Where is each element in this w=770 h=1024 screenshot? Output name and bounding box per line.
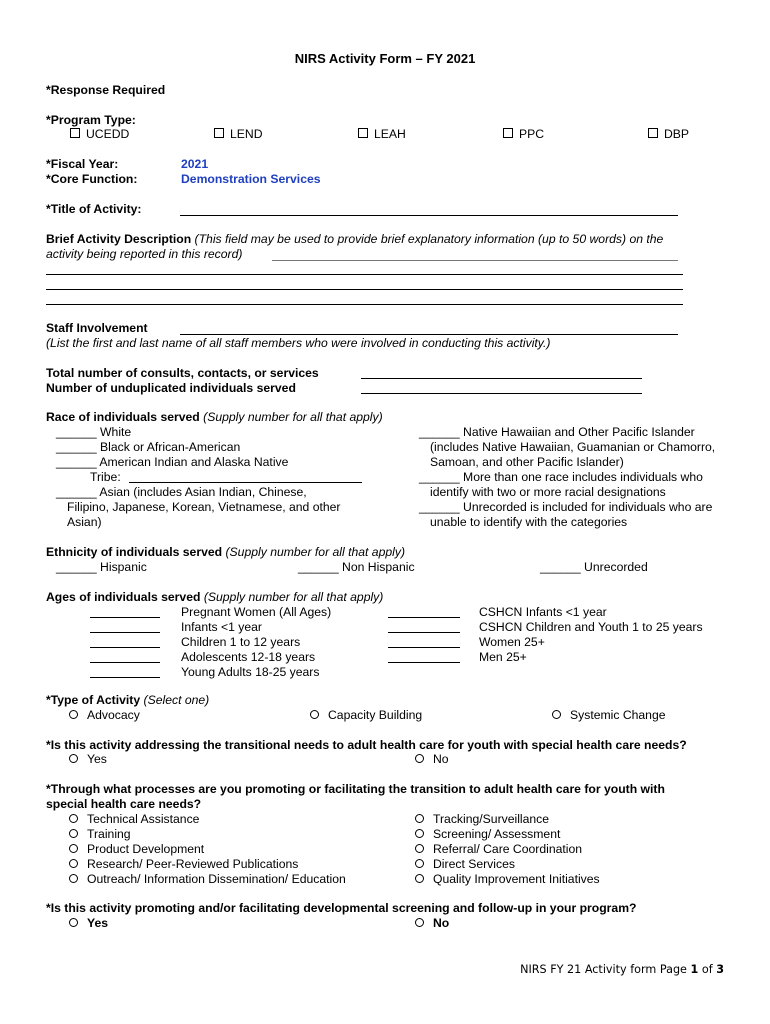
brief-description-hint: activity being reported in this record) — [46, 247, 243, 261]
core-function-value[interactable]: Demonstration Services — [181, 172, 321, 186]
transition-no[interactable]: No — [415, 753, 449, 765]
staff-involvement-hint: (List the first and last name of all staff members who were involved in conducting this activity.) — [46, 336, 551, 350]
radio-icon — [69, 918, 78, 927]
program-type-lend[interactable]: LEND — [214, 128, 263, 140]
ethnicity-hispanic[interactable]: ______ Hispanic — [56, 560, 147, 574]
race-asian-detail: Asian) — [67, 515, 102, 529]
radio-icon — [415, 859, 424, 868]
unduplicated-individuals-label: Number of unduplicated individuals served — [46, 381, 296, 395]
tribe-field[interactable] — [129, 482, 362, 483]
age-label: Young Adults 18-25 years — [181, 665, 320, 679]
age-count-field[interactable] — [90, 632, 160, 633]
age-count-field[interactable] — [90, 617, 160, 618]
brief-description-field-line[interactable] — [272, 260, 678, 261]
ages-heading: Ages of individuals served (Supply number for all that apply) — [46, 590, 384, 604]
radio-icon — [552, 710, 561, 719]
program-type-ucedd[interactable]: UCEDD — [70, 128, 129, 140]
radio-icon — [415, 918, 424, 927]
page-title: NIRS Activity Form – FY 2021 — [294, 51, 476, 66]
race-multiple[interactable]: ______ More than one race includes individuals who — [419, 470, 703, 484]
ethnicity-heading: Ethnicity of individuals served (Supply number for all that apply) — [46, 545, 406, 559]
title-of-activity-label: *Title of Activity: — [46, 202, 142, 216]
brief-description-field-line[interactable] — [46, 274, 683, 275]
process-option[interactable]: Screening/ Assessment — [415, 828, 560, 840]
transition-question: *Is this activity addressing the transitional needs to adult health care for youth with special health care needs? — [46, 738, 687, 752]
age-count-field[interactable] — [388, 632, 460, 633]
brief-description-label-line: Brief Activity Description (This field may be used to provide brief explanatory information (up to 50 words) on the — [46, 232, 664, 246]
process-option[interactable]: Referral/ Care Coordination — [415, 843, 582, 855]
checkbox-icon — [503, 128, 513, 138]
radio-icon — [69, 710, 78, 719]
radio-icon — [69, 829, 78, 838]
activity-type-capacity-building[interactable]: Capacity Building — [310, 709, 422, 721]
age-label: CSHCN Children and Youth 1 to 25 years — [479, 620, 703, 634]
race-native-hawaiian[interactable]: ______ Native Hawaiian and Other Pacific Islander — [419, 425, 695, 439]
radio-icon — [415, 754, 424, 763]
age-count-field[interactable] — [90, 662, 160, 663]
age-label: Adolescents 12-18 years — [181, 650, 316, 664]
race-asian[interactable]: ______ Asian (includes Asian Indian, Chinese, — [56, 485, 307, 499]
total-consults-field[interactable] — [361, 378, 642, 379]
radio-icon — [415, 844, 424, 853]
radio-icon — [310, 710, 319, 719]
race-heading: Race of individuals served (Supply number for all that apply) — [46, 410, 383, 424]
fiscal-year-value[interactable]: 2021 — [181, 157, 209, 171]
process-option[interactable]: Training — [69, 828, 131, 840]
process-option[interactable]: Direct Services — [415, 858, 515, 870]
age-label: Children 1 to 12 years — [181, 635, 301, 649]
screening-question: *Is this activity promoting and/or facilitating developmental screening and follow-up in your program? — [46, 901, 637, 915]
race-black[interactable]: ______ Black or African-American — [56, 440, 241, 454]
age-label: Women 25+ — [479, 635, 545, 649]
title-of-activity-field[interactable] — [180, 215, 678, 216]
age-count-field[interactable] — [90, 647, 160, 648]
radio-icon — [69, 844, 78, 853]
age-count-field[interactable] — [388, 647, 460, 648]
ethnicity-unrecorded[interactable]: ______ Unrecorded — [540, 560, 648, 574]
race-american-indian[interactable]: ______ American Indian and Alaska Native — [56, 455, 289, 469]
staff-involvement-label: Staff Involvement — [46, 321, 148, 335]
program-type-leah[interactable]: LEAH — [358, 128, 406, 140]
process-option[interactable]: Tracking/Surveillance — [415, 813, 549, 825]
checkbox-icon — [358, 128, 368, 138]
race-multiple-detail: identify with two or more racial designations — [430, 485, 666, 499]
age-label: Men 25+ — [479, 650, 527, 664]
race-unrecorded[interactable]: ______ Unrecorded is included for individuals who are — [419, 500, 713, 514]
type-of-activity-heading: *Type of Activity (Select one) — [46, 693, 210, 707]
radio-icon — [415, 874, 424, 883]
process-option[interactable]: Product Development — [69, 843, 204, 855]
age-count-field[interactable] — [388, 617, 460, 618]
age-label: CSHCN Infants <1 year — [479, 605, 607, 619]
process-question: special health care needs? — [46, 797, 202, 811]
race-asian-detail: Filipino, Japanese, Korean, Vietnamese, and other — [67, 500, 341, 514]
response-required-note: *Response Required — [46, 83, 166, 97]
checkbox-icon — [648, 128, 658, 138]
ethnicity-non-hispanic[interactable]: ______ Non Hispanic — [298, 560, 415, 574]
page-footer: NIRS FY 21 Activity form Page 1 of 3 — [520, 963, 724, 976]
radio-icon — [415, 814, 424, 823]
age-count-field[interactable] — [90, 677, 160, 678]
activity-type-advocacy[interactable]: Advocacy — [69, 709, 140, 721]
unduplicated-individuals-field[interactable] — [361, 393, 642, 394]
process-option[interactable]: Quality Improvement Initiatives — [415, 873, 600, 885]
race-white[interactable]: ______ White — [56, 425, 132, 439]
total-consults-label: Total number of consults, contacts, or services — [46, 366, 319, 380]
race-native-hawaiian-detail: Samoan, and other Pacific Islander) — [430, 455, 624, 469]
brief-description-field-line[interactable] — [46, 304, 683, 305]
checkbox-icon — [214, 128, 224, 138]
checkbox-icon — [70, 128, 80, 138]
brief-description-field-line[interactable] — [46, 289, 683, 290]
radio-icon — [69, 754, 78, 763]
race-native-hawaiian-detail: (includes Native Hawaiian, Guamanian or Chamorro, — [430, 440, 716, 454]
age-label: Infants <1 year — [181, 620, 262, 634]
radio-icon — [69, 814, 78, 823]
tribe-label: Tribe: — [90, 470, 121, 484]
program-type-dbp[interactable]: DBP — [648, 128, 689, 140]
program-type-label: *Program Type: — [46, 113, 136, 127]
activity-type-systemic-change[interactable]: Systemic Change — [552, 709, 666, 721]
age-count-field[interactable] — [388, 662, 460, 663]
process-option[interactable]: Research/ Peer-Reviewed Publications — [69, 858, 298, 870]
fiscal-year-label: *Fiscal Year: — [46, 157, 119, 171]
process-option[interactable]: Outreach/ Information Dissemination/ Education — [69, 873, 346, 885]
radio-icon — [69, 874, 78, 883]
radio-icon — [69, 859, 78, 868]
process-question: *Through what processes are you promoting or facilitating the transition to adult health care for youth with — [46, 782, 665, 796]
program-type-ppc[interactable]: PPC — [503, 128, 544, 140]
process-option[interactable]: Technical Assistance — [69, 813, 199, 825]
age-label: Pregnant Women (All Ages) — [181, 605, 332, 619]
core-function-label: *Core Function: — [46, 172, 138, 186]
staff-involvement-field[interactable] — [180, 334, 678, 335]
transition-yes[interactable]: Yes — [69, 753, 107, 765]
radio-icon — [415, 829, 424, 838]
screening-no[interactable]: No — [415, 917, 449, 929]
race-unrecorded-detail: unable to identify with the categories — [430, 515, 628, 529]
screening-yes[interactable]: Yes — [69, 917, 108, 929]
